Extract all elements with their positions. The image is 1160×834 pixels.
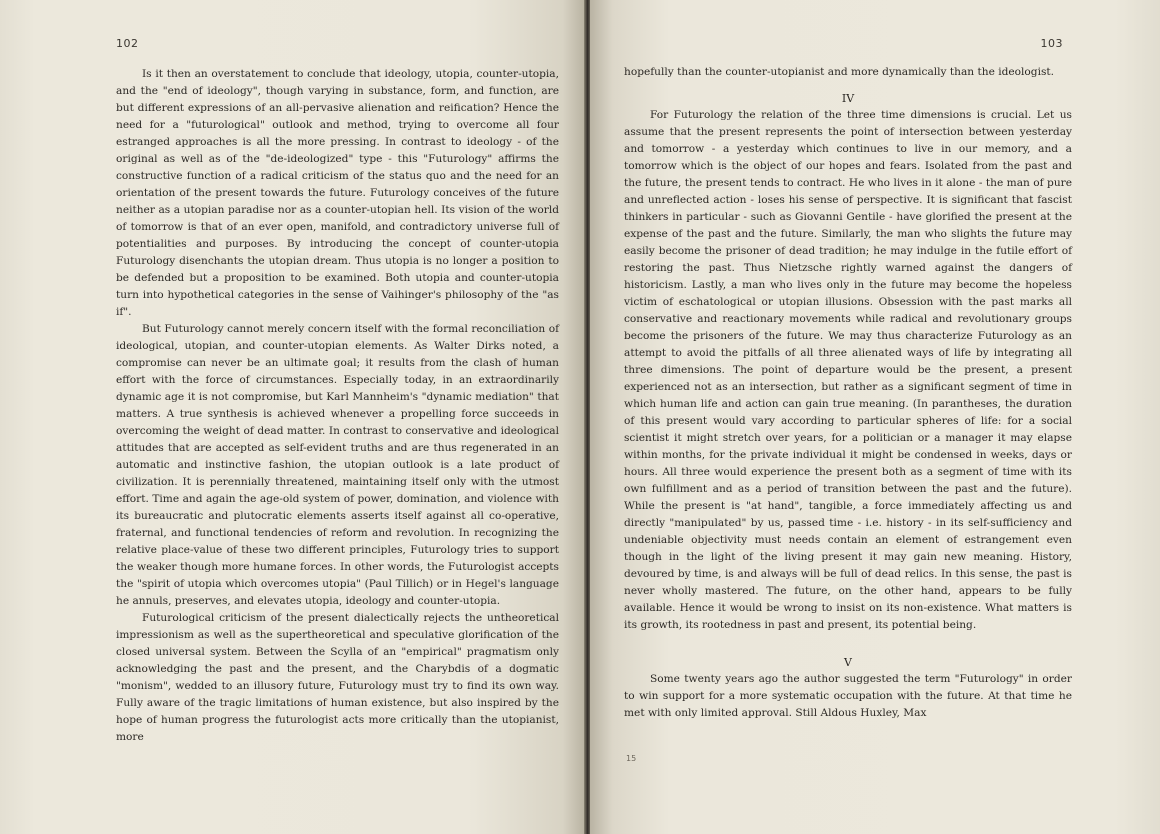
section-heading-iv: IV: [841, 92, 855, 105]
spacer: [624, 81, 1072, 90]
paragraph: But Futurology cannot merely concern itself with the formal reconciliation of ideological, utopian, and counter-utopian elements. As Walter Dirks noted, a compromise can never be an ultimate goal; it results from the clash of human effort with the force of circumstances. Especially today, in an extraordinarily dynamic age it is not compromise, but Karl Mannheim's "dynamic mediation" that matters. A true synthesis is achieved whenever a propelling force succeeds in overcoming the weight of dead matter. In contrast to conservative and ideological attitudes that are accepted as self-evident truths and are thus regenerated in an automatic and instinctive fashion, the utopian outlook is a late product of civilization. It is perennially threatened, maintaining itself only with the utmost effort. Time and again the age-old system of power, domination, and violence with its bureaucratic and plutocratic elements asserts itself against all co-operative, fraternal, and functional tendencies of reform and revolution. In recognizing the relative place-value of these two different principles, Futurology tries to support the weaker though more humane forces. In other words, the Futurologist accepts the "spirit of utopia which overcomes utopia" (Paul Tillich) or in Hegel's language he annuls, preserves, and elevates utopia, ideology and counter-utopia.: [116, 323, 559, 607]
page-number-right: 103: [1040, 37, 1063, 50]
spacer: [624, 634, 1072, 654]
page-number-left: 102: [116, 37, 139, 50]
section-heading-v: V: [844, 656, 852, 669]
section-v-paragraph: Some twenty years ago the author suggested the term "Futurology" in order to win support for a more systematic occupation with the future. At that time he met with only limited approval. Still Aldous Huxley, Max: [624, 673, 1072, 719]
signature-mark: 15: [626, 754, 637, 763]
left-page-body: [116, 66, 559, 746]
paragraph: Is it then an overstatement to conclude that ideology, utopia, counter-utopia, and the "end of ideology", though varying in substance, form, and function, are but different expressions of an all-pervasive alienation and reification? Hence the need for a "futurological" outlook and method, trying to overcome all four estranged approaches is all the more pressing. In contrast to ideology - of the original as well as of the "de-ideologized" type - this "Futurology" affirms the constructive function of a radical criticism of the status quo and the need for an orientation of the present towards the future. Futurology conceives of the future neither as a utopian paradise nor as a counter-utopian hell. Its vision of the world of tomorrow is that of an ever open, manifold, and contradictory universe full of potentialities and purposes. By introducing the concept of counter-utopia Futurology disenchants the utopian dream. Thus utopia is no longer a position to be defended but a proposition to be examined. Both utopia and counter-utopia turn into hypothetical categories in the sense of Vaihinger's philosophy of the "as if".: [116, 68, 559, 318]
continuation-paragraph: hopefully than the counter-utopianist and more dynamically than the ideologist.: [624, 66, 1055, 78]
section-iv-paragraph: For Futurology the relation of the three time dimensions is crucial. Let us assume that the present represents the point of intersection between yesterday and tomorrow - a yesterday which continues to live in our memory, and a tomorrow which is the object of our hopes and fears. Isolated from the past and the future, the present tends to contract. He who lives in it alone - the man of pure and unreflected action - loses his sense of perspective. It is significant that fascist thinkers in particular - such as Giovanni Gentile - have glorified the present at the expense of the past and the future. Similarly, the man who slights the future may easily become the prisoner of dead tradition; he may indulge in the futile effort of restoring the past. Thus Nietzsche rightly warned against the dangers of historicism. Lastly, a man who lives only in the future may become the hopeless victim of eschatological or utopian illusions. Obsession with the past marks all conservative and reactionary movements while radical and revolutionary groups become the prisoners of the future. We may thus characterize Futurology as an attempt to avoid the pitfalls of all three alienated ways of life by integrating all three dimensions. The point of departure would be the present, a present experienced not as an intersection, but rather as a significant segment of time in which human life and action can gain true meaning. (In parantheses, the duration of this present would vary according to particular spheres of life: for a social scientist it might stretch over years, for a politician or a manager it may elapse within months, for the private individual it might be condensed in weeks, days or hours. All three would experience the present both as a segment of time with its own fulfillment and as a period of transition between the past and the future). While the present is "at hand", tangible, a force immediately affecting us and directly "manipulated" by us, passed time - i.e. history - in its self-sufficiency and undeniable objectivity must needs contain an element of estrangement even though in the light of the living present it may gain new meaning. History, devoured by time, is and always will be full of dead relics. In this sense, the past is never wholly mastered. The future, on the other hand, appears to be fully available. Hence it would be wrong to insist on its non-existence. What matters is its growth, its rootedness in past and present, its potential being.: [624, 109, 1072, 631]
right-page-body: [624, 64, 1072, 722]
right-page: [590, 0, 1160, 834]
paragraph: Futurological criticism of the present dialectically rejects the untheoretical impressionism as well as the supertheoretical and speculative glorification of the closed universal system. Between the Scylla of an "empirical" pragmatism only acknowledging the past and the present, and the Charybdis of a dogmatic "monism", wedded to an illusory future, Futurology must try to find its own way. Fully aware of the tragic limitations of human existence, but also inspired by the hope of human progress the futurologist acts more critically than the utopianist, more: [116, 612, 559, 743]
